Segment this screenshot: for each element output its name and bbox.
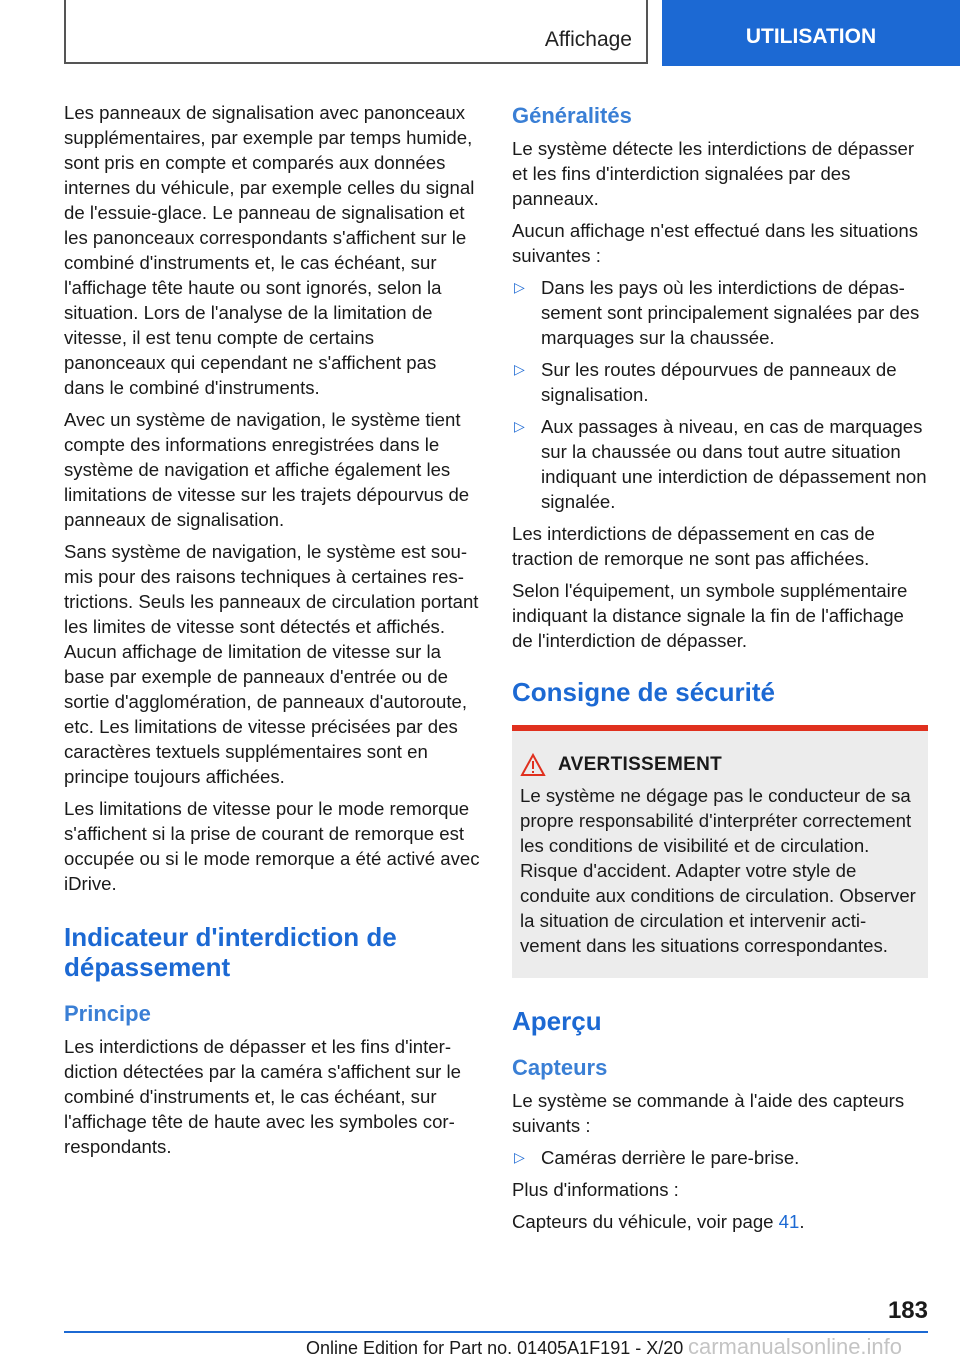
paragraph: Les interdictions de dépasser et les fins d'interdiction détectées par la caméra s'affichent sur le combiné d'instruments et, le cas échéant, sur l'affichage tête de haute avec les symboles correspondants.: [64, 1036, 461, 1157]
warning-title-row: [520, 753, 920, 777]
paragraph: Plus d'informations :: [512, 1179, 679, 1200]
warning-title: AVERTISSEMENT: [558, 754, 723, 775]
heading-generalites: Généralités: [512, 103, 632, 128]
header-box: [64, 0, 648, 64]
footer-edition: Online Edition for Part no. 01405A1F191 - X/20: [306, 1338, 684, 1358]
list-item: [512, 357, 928, 407]
triangle-bullet-icon: ▷: [514, 361, 525, 377]
page-reference-suffix: .: [799, 1211, 805, 1232]
heading-apercu: Aperçu: [512, 1006, 602, 1036]
paragraph: Avec un système de navigation, le système tient compte des informations enregistrées dans le système de navigation et affiche également les limitations de vitesse sur les trajets dépourvus de panneaux de signalisation.: [64, 409, 470, 530]
footer-watermark: carmanualsonline.info: [688, 1334, 903, 1359]
warning-text: Le système ne dégage pas le conducteur de sa propre responsabilité d'interpréter correctement les conditions de visibilité et de circulation. Risque d'accident. Adapter votre style de conduite aux conditions de circulation. Observer la situation de circulation et intervenir activement dans les situations correspondantes.: [520, 785, 916, 956]
header-tab-utilisation: UTILISATION: [662, 0, 960, 66]
list-item: [512, 275, 928, 350]
paragraph: Les panneaux de signalisation avec panonceaux supplémentaires, par exemple par temps humide, sont pris en compte et comparés aux données internes du véhicule, par exemple celles du signal de l'essuie-glace. Le panneau de signalisation et les panonceaux correspondants s'affichent sur le combiné d'instruments et, le cas échéant, sur l'affichage tête haute ou sont ignorés, selon la situation. Lors de l'analyse de la limitation de vitesse, il est tenu compte de certains panonceaux qui cependant ne s'affichent pas dans le combiné d'instruments.: [64, 102, 475, 398]
heading-consigne: Consigne de sécurité: [512, 677, 775, 707]
left-column: [64, 100, 480, 1166]
triangle-bullet-icon: ▷: [514, 279, 525, 295]
paragraph: Les interdictions de dépassement en cas de traction de remorque ne sont pas affichées.: [512, 523, 875, 569]
page-link[interactable]: 41: [778, 1211, 800, 1232]
paragraph: Les limitations de vitesse pour le mode remorque s'affichent si la prise de courant de remorque est occupée ou si le mode remorque a été activé avec iDrive.: [64, 798, 480, 894]
list-item-text: Sur les routes dépourvues de panneaux de signalisation.: [541, 359, 897, 405]
page-reference: [512, 1209, 928, 1234]
heading-indicateur: Indicateur d'interdiction de dépassement: [64, 922, 397, 982]
header-section-title: Affichage: [544, 28, 632, 51]
page-number: 183: [887, 1297, 928, 1324]
list-item-text: Dans les pays où les interdictions de dépassement sont principalement signalées par des marquages sur la chaussée.: [541, 277, 920, 348]
paragraph: Selon l'équipement, un symbole supplémentaire indiquant la distance signale la fin de l'affichage de l'interdiction de dépasser.: [512, 580, 908, 651]
footer-divider: [64, 1331, 928, 1333]
list-item: [512, 414, 928, 514]
warning-box: [512, 725, 928, 978]
triangle-bullet-icon: ▷: [514, 1149, 525, 1165]
list-item: [512, 1145, 928, 1170]
heading-capteurs: Capteurs: [512, 1055, 608, 1080]
paragraph: Le système détecte les interdictions de dépasser et les fins d'interdiction signalées par des panneaux.: [512, 138, 915, 209]
paragraph: Aucun affichage n'est effectué dans les situations suivantes :: [512, 220, 919, 266]
page-reference-text: Capteurs du véhicule, voir page: [512, 1211, 779, 1232]
heading-principe: Principe: [64, 1001, 151, 1026]
warning-triangle-icon: [520, 753, 546, 777]
triangle-bullet-icon: ▷: [514, 418, 525, 434]
paragraph: Sans système de navigation, le système est soumis pour des raisons techniques à certaines restrictions. Seuls les panneaux de circulation portant les limites de vitesse sont détectés et affichés. Aucun affichage de limitation de vitesse sur la base par exemple de panneaux d'entrée ou de sortie d'agglomération, de panneaux d'autoroute, etc. Les limitations de vitesse précisées par des caractères textuels supplémentaires sont en principe toujours affichées.: [64, 541, 479, 787]
list-item-text: Caméras derrière le pare-brise.: [541, 1147, 800, 1168]
paragraph: Le système se commande à l'aide des capteurs suivants :: [512, 1090, 905, 1136]
list-item-text: Aux passages à niveau, en cas de marquages sur la chaussée ou dans tout autre situation indiquant une interdiction de dépassement non signalée.: [541, 416, 927, 512]
right-column: [512, 100, 928, 1241]
